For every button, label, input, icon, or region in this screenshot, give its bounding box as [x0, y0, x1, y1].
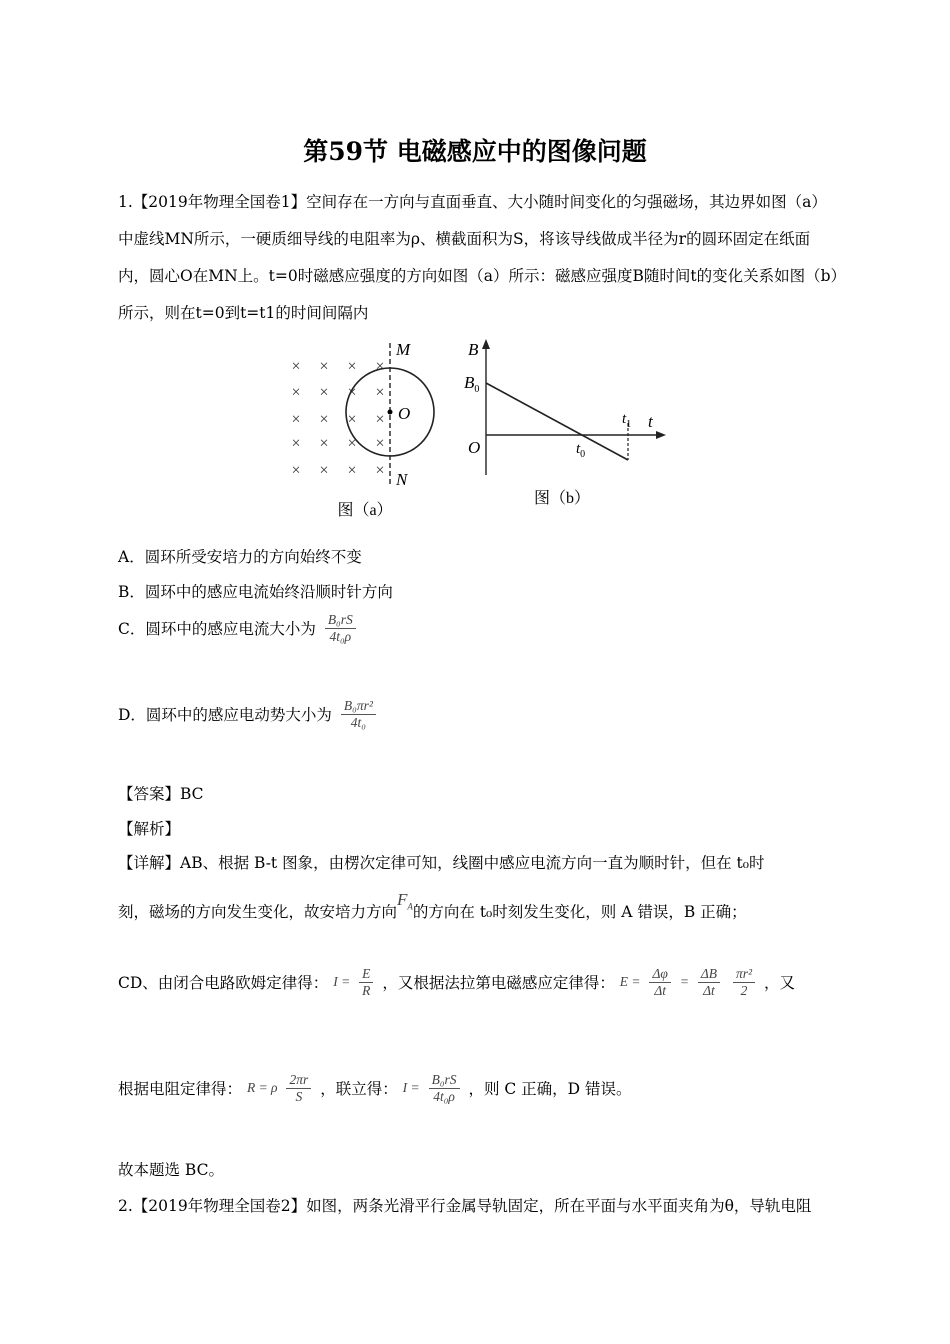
svg-text:×: × — [291, 384, 301, 401]
detail-line-4: 根据电阻定律得： R = ρ $\frac{2\pi r}{S}$ ，联立得： I = $\frac{\text{B₀rS}}{\text{4t₀ρ}}$ ，则 C 正确，D 错误。 — [118, 1072, 632, 1104]
b-t-graph — [486, 383, 628, 460]
svg-text:×: × — [319, 462, 329, 479]
figure-a — [280, 335, 450, 525]
t-axis-arrow — [656, 431, 666, 439]
answer: 【答案】BC — [118, 785, 204, 803]
page-title: 第59节 电磁感应中的图像问题 — [303, 137, 647, 166]
label-n: N — [396, 470, 408, 489]
svg-text:×: × — [375, 435, 385, 452]
figure-b — [460, 335, 670, 515]
center-dot — [388, 410, 393, 415]
q1-line-2: 中虚线MN所示，一硬质细导线的电阻率为ρ、横截面积为S，将该导线做成半径为r的圆环固定在纸面 — [118, 230, 811, 248]
option-a: A．圆环所受安培力的方向始终不变 — [118, 548, 362, 566]
svg-text:×: × — [347, 435, 357, 452]
label-t0: $t_0$ — [576, 441, 586, 460]
label-origin: O — [468, 438, 481, 457]
svg-text:×: × — [319, 411, 329, 428]
q1-line-3: 内，圆心O在MN上。t=0时磁感应强度的方向如图（a）所示：磁感应强度B随时间t的变化关系如图（b） — [118, 267, 847, 285]
faraday-fraction-2: $\frac{\Delta B}{\Delta t}$ — [698, 966, 720, 998]
faraday-fraction-1: $\frac{\Delta\varphi}{\Delta t}$ — [649, 966, 670, 998]
svg-text:×: × — [347, 358, 357, 375]
caption-a: 图（a） — [337, 502, 393, 519]
label-t: t — [648, 412, 653, 431]
svg-text:×: × — [375, 411, 385, 428]
resistance-fraction: $\frac{2\pi r}{S}$ — [286, 1072, 311, 1104]
option-c-text: C．圆环中的感应电流大小为 — [118, 620, 316, 639]
conclusion: 故本题选 BC。 — [118, 1161, 224, 1179]
label-b: B — [468, 340, 479, 359]
svg-text:×: × — [375, 384, 385, 401]
detail-line-2: 刻，磁场的方向发生变化，故安培力方向$F_A$的方向在 t₀时刻发生变化，则 A 错误，B 正确； — [118, 890, 747, 921]
label-b0: $B_0$ — [464, 373, 480, 395]
analysis-heading: 【解析】 — [118, 820, 181, 838]
ohm-fraction: $\frac{E}{R}$ — [359, 966, 373, 998]
faraday-fraction-3: $\frac{\text{πr²}}{2}$ — [733, 966, 755, 998]
option-b: B．圆环中的感应电流始终沿顺时针方向 — [118, 583, 393, 601]
force-symbol: $F_A$ — [397, 890, 413, 912]
svg-text:×: × — [291, 435, 301, 452]
svg-text:×: × — [291, 462, 301, 479]
svg-text:×: × — [319, 358, 329, 375]
q2-line-1: 2.【2019年物理全国卷2】如图，两条光滑平行金属导轨固定，所在平面与水平面夹角为θ，导轨电阻 — [118, 1197, 812, 1215]
option-d-text: D．圆环中的感应电动势大小为 — [118, 706, 332, 725]
svg-text:×: × — [291, 358, 301, 375]
label-m: M — [396, 340, 411, 359]
cross-marks — [291, 358, 384, 479]
detail-line-1: 【详解】AB、根据 B-t 图象，由楞次定律可知，线圈中感应电流方向一直为顺时针，但在 t₀时 — [118, 854, 765, 872]
label-o: O — [398, 404, 411, 423]
svg-text:×: × — [347, 384, 357, 401]
svg-text:×: × — [375, 462, 385, 479]
q1-line-1: 1.【2019年物理全国卷1】空间存在一方向与直面垂直、大小随时间变化的匀强磁场，其边界如图（a） — [118, 193, 827, 211]
svg-text:×: × — [319, 435, 329, 452]
option-c — [118, 612, 360, 644]
option-d-fraction: $\frac{\text{B₀πr²}}{\text{4t₀}}$ — [341, 698, 376, 730]
option-d — [118, 698, 380, 730]
label-t1: $t_1$ — [622, 411, 632, 430]
b-axis-arrow — [482, 339, 490, 349]
current-fraction: $\frac{\text{B₀rS}}{\text{4t₀ρ}}$ — [429, 1072, 460, 1104]
svg-text:×: × — [291, 411, 301, 428]
svg-text:×: × — [347, 462, 357, 479]
q1-line-4: 所示，则在t=0到t=t1的时间间隔内 — [118, 304, 369, 322]
option-c-fraction: $\frac{\text{B₀rS}}{\text{4t₀ρ}}$ — [325, 612, 356, 644]
caption-b: 图（b） — [533, 490, 591, 507]
svg-text:×: × — [375, 358, 385, 375]
detail-line-3: CD、由闭合电路欧姆定律得： I = $\frac{E}{R}$ ，又根据法拉第电磁感应定律得： E = $\frac{\Delta\varphi}{\Delta t}$ = $\frac{\Delta B}{\Delta t}$ $\frac{\text{πr²}}{2}$ ，又 — [118, 966, 796, 998]
svg-text:×: × — [319, 384, 329, 401]
svg-text:×: × — [347, 411, 357, 428]
